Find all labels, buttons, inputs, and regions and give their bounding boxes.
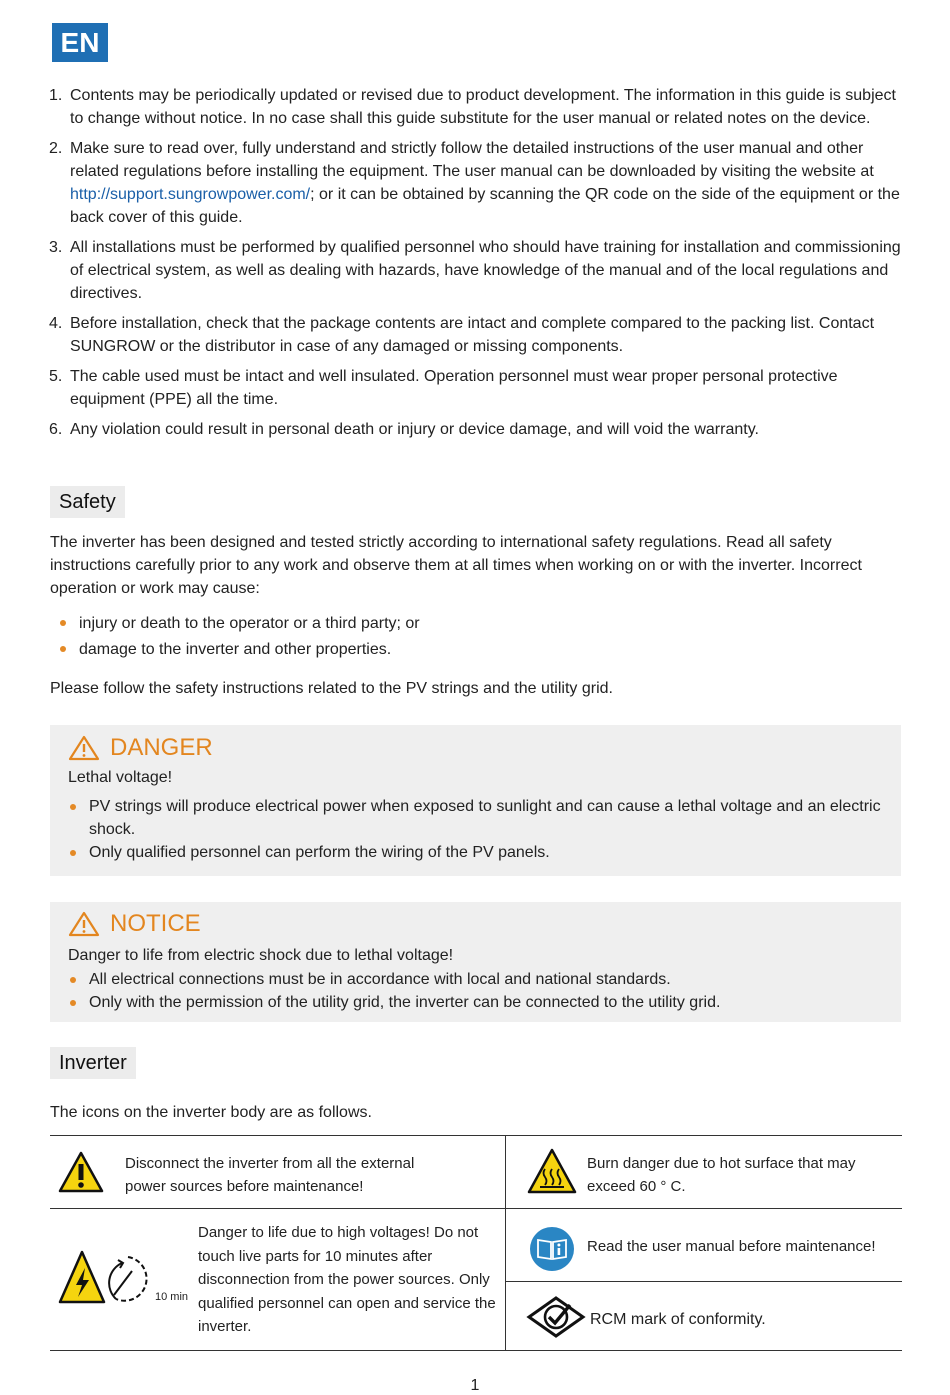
inverter-intro: The icons on the inverter body are as follows. [50, 1104, 372, 1121]
intro-item: 6. Any violation could result in personal death or injury or device damage, and will void the warranty. [49, 421, 759, 438]
list-item: Only with the permission of the utility grid, the inverter can be connected to the utility grid. [68, 991, 888, 1014]
intro-list [49, 84, 909, 448]
page-number: 1 [470, 1377, 480, 1394]
safety-heading: Safety [50, 486, 125, 518]
danger-title: DANGER [68, 734, 213, 762]
safety-paragraph: The inverter has been designed and tested strictly according to international safety regulations. Read all safety instructions carefully prior to any work and observe them at all times when working on or with the inverter. Incorrect operation or work may cause: [50, 534, 862, 597]
list-item: PV strings will produce electrical power when exposed to sunlight and can cause a lethal voltage and an electric shock. [68, 795, 888, 841]
warning-triangle-icon [68, 735, 100, 761]
list-item: damage to the inverter and other properties. [58, 637, 878, 663]
read-manual-text: Read the user manual before maintenance! [587, 1238, 876, 1255]
notice-box [50, 902, 901, 1022]
high-voltage-text: Danger to life due to high voltages! Do not touch live parts for 10 minutes after disconnection from the power sources. Only qualified personnel can open and service the inverter. [198, 1224, 496, 1335]
read-manual-icon [529, 1226, 575, 1272]
notice-subtitle: Danger to life from electric shock due to lethal voltage! [68, 947, 454, 964]
hot-surface-icon [527, 1148, 577, 1194]
warning-triangle-icon [68, 911, 100, 937]
timer-icon [108, 1251, 156, 1309]
intro-item: 3. All installations must be performed by qualified personnel who should have training for installation and commissioning of electrical system, as well as dealing with hazards, have knowledge of the manual and of the local regulations and directives. [49, 239, 901, 302]
language-badge: EN [52, 23, 108, 62]
inverter-heading: Inverter [50, 1047, 136, 1079]
list-item: injury or death to the operator or a third party; or [58, 611, 878, 637]
support-link[interactable]: http://support.sungrowpower.com/ [70, 186, 311, 203]
warning-sign-icon [58, 1151, 104, 1193]
inverter-icons-table [50, 1135, 902, 1351]
danger-bullets [68, 795, 888, 864]
disconnect-text: Disconnect the inverter from all the external power sources before maintenance! [125, 1155, 415, 1195]
intro-item: 2. Make sure to read over, fully understand and strictly follow the detailed instructions of the user manual and other related regulations before installing the equipment. The user manual can be downloaded by visiting the website at http://support.sungrowpower.com/; or it can be obtained by scanning the QR code on the side of the equipment or the back cover of this guide. [49, 140, 900, 226]
danger-box [50, 725, 901, 876]
list-item: Only qualified personnel can perform the wiring of the PV panels. [68, 841, 888, 864]
safety-follow-text: Please follow the safety instructions related to the PV strings and the utility grid. [50, 680, 613, 697]
danger-subtitle: Lethal voltage! [68, 769, 173, 786]
burn-danger-text: Burn danger due to hot surface that may exceed 60 ° C. [587, 1155, 856, 1195]
list-item: All electrical connections must be in accordance with local and national standards. [68, 968, 888, 991]
intro-item: 1. Contents may be periodically updated or revised due to product development. The information in this guide is subject to change without notice. In no case shall this guide substitute for the user manual or related notes on the device. [49, 87, 896, 127]
notice-bullets [68, 968, 888, 1014]
rcm-text: RCM mark of conformity. [590, 1311, 766, 1328]
safety-bullets [58, 611, 878, 663]
intro-item: 5. The cable used must be intact and well insulated. Operation personnel must wear proper personal protective equipment (PPE) all the time. [49, 368, 838, 408]
notice-title: NOTICE [68, 910, 201, 938]
high-voltage-icon [58, 1249, 106, 1305]
timer-label: 10 min [155, 1291, 189, 1303]
rcm-mark-icon [526, 1295, 586, 1339]
intro-item: 4. Before installation, check that the package contents are intact and complete compared to the packing list. Contact SUNGROW or the distributor in case of any damaged or missing components. [49, 315, 875, 355]
